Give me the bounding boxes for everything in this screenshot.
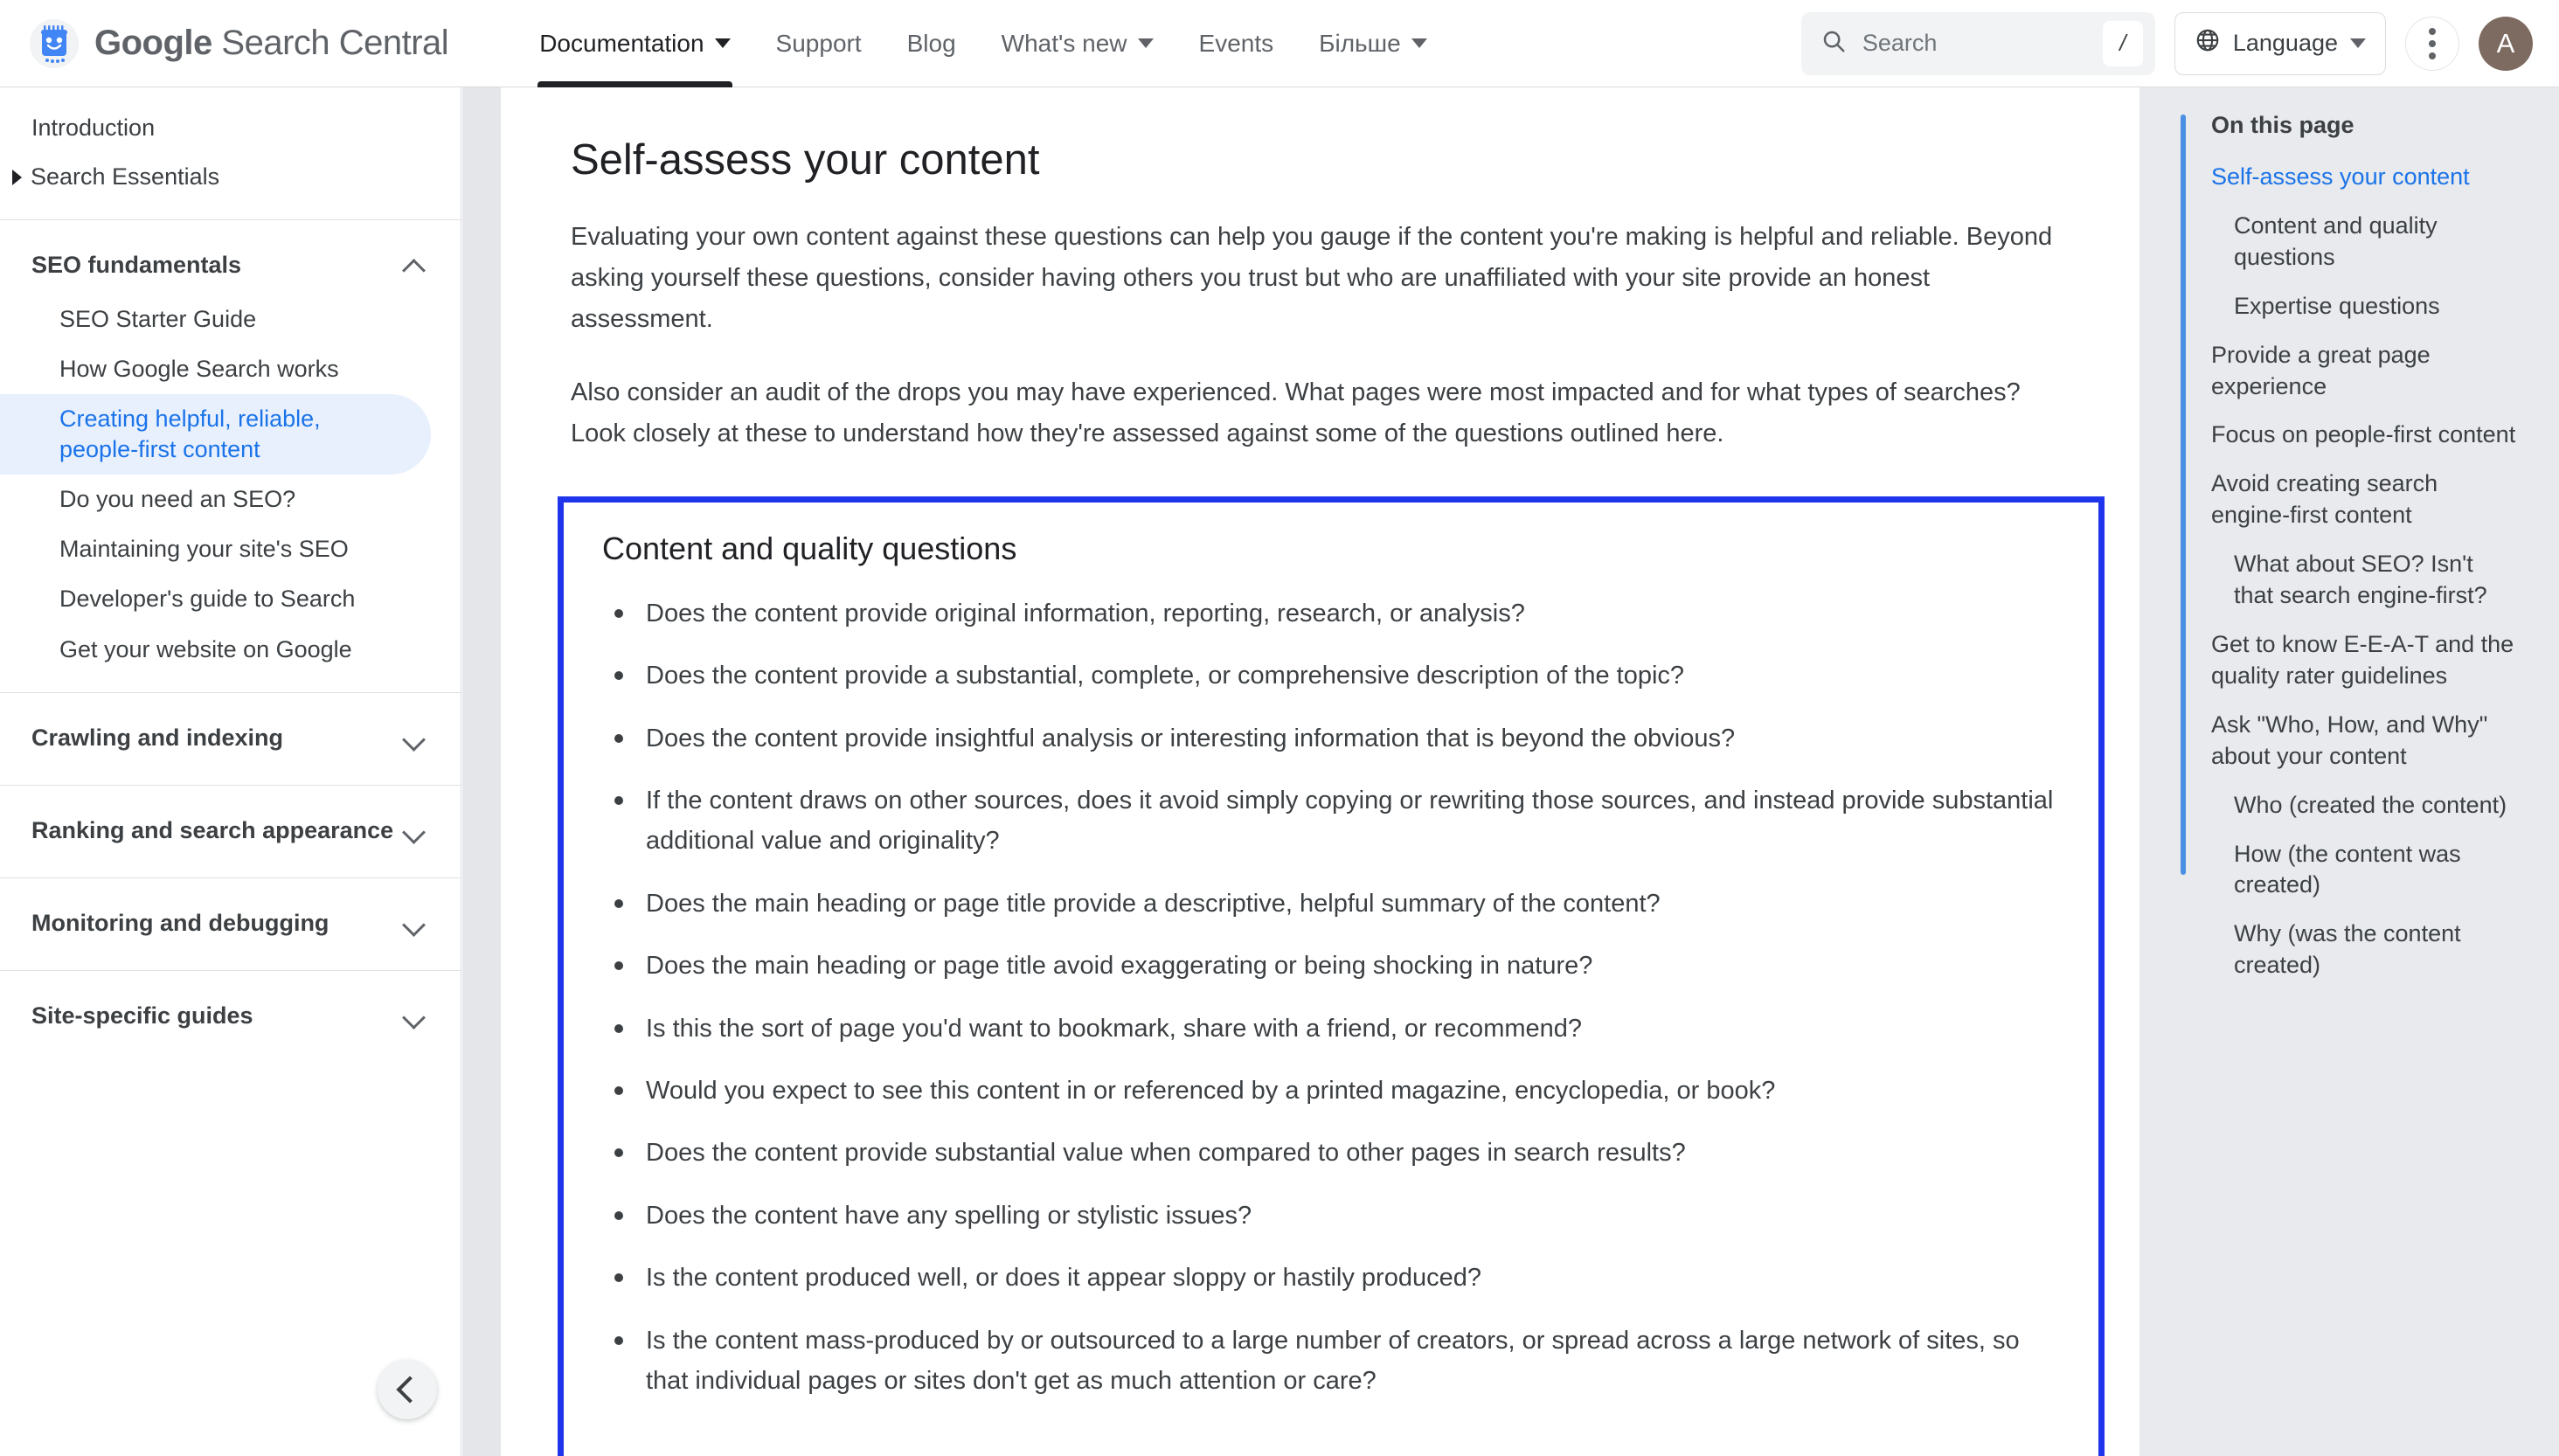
callout-heading: Content and quality questions: [602, 530, 1017, 566]
chevron-down-icon: [403, 819, 426, 842]
primary-nav: [517, 0, 1449, 87]
toc-link-ask-who-how-and-why[interactable]: Ask "Who, How, and Why" about your content: [2211, 711, 2488, 769]
brand-title: [94, 24, 448, 63]
toc-link-avoid-creating-search-engine-first-content[interactable]: Avoid creating search engine-first content: [2211, 470, 2438, 529]
chevron-down-icon: [715, 38, 731, 48]
list-item: Does the content provide substantial value when compared to other pages in search results?: [602, 1133, 2060, 1173]
toc-link-how-the-content-was-created[interactable]: How (the content was created): [2234, 840, 2461, 898]
triangle-right-icon: [12, 170, 22, 185]
kebab-dot: [2429, 40, 2436, 47]
chevron-down-icon: [1411, 38, 1427, 48]
page-title: Self-assess your content: [571, 136, 1040, 184]
header-actions: [1801, 12, 2533, 75]
sidebar-group-site-specific-guides: [0, 971, 461, 1063]
nav-tab-events-label: Events: [1198, 29, 1274, 57]
sidebar-group-crawling-and-indexing-label: Crawling and indexing: [31, 724, 284, 751]
list-item: Does the main heading or page title avoid exaggerating or being shocking in nature?: [602, 946, 2060, 986]
sidebar-group-site-specific-guides-label: Site-specific guides: [31, 1002, 253, 1029]
sidebar-item-introduction[interactable]: [0, 103, 461, 152]
toc-link-get-to-know-eeat[interactable]: Get to know E-E-A-T and the quality rater guidelines: [2211, 630, 2514, 689]
brand-logo-link[interactable]: [30, 19, 448, 68]
sidebar-top-section: [0, 87, 461, 220]
language-selector-label: Language: [2232, 30, 2338, 56]
avatar[interactable]: [2479, 17, 2533, 71]
nav-tab-more[interactable]: [1296, 0, 1450, 87]
sidebar-item-get-your-website-on-google[interactable]: Get your website on Google: [59, 635, 352, 662]
sidebar-item-search-essentials-label: Search Essentials: [31, 163, 220, 191]
sidebar-item-developers-guide-to-search[interactable]: Developer's guide to Search: [59, 586, 356, 613]
search-shortcut-key: /: [2103, 21, 2143, 66]
kebab-dot: [2429, 52, 2436, 59]
sidebar-item-do-you-need-an-seo[interactable]: Do you need an SEO?: [59, 486, 296, 513]
content-scrollbar[interactable]: [462, 87, 501, 1456]
left-sidebar: [0, 87, 461, 1456]
toc-link-content-and-quality-questions[interactable]: Content and quality questions: [2234, 211, 2438, 270]
chevron-down-icon: [403, 912, 426, 934]
sidebar-group-ranking-and-search-appearance-header[interactable]: [0, 801, 461, 860]
search-input[interactable]: [1801, 12, 2155, 75]
sidebar-group-crawling-and-indexing-header[interactable]: [0, 709, 461, 767]
sidebar-item-creating-helpful-content[interactable]: Creating helpful, reliable, people-first content: [0, 394, 431, 475]
sidebar-item-seo-starter-guide[interactable]: SEO Starter Guide: [59, 305, 257, 332]
toc-link-who-created-the-content[interactable]: Who (created the content): [2234, 791, 2507, 818]
chevron-up-icon: [403, 253, 426, 276]
avatar-initial: A: [2496, 27, 2515, 59]
nav-tab-documentation-label: Documentation: [539, 29, 704, 57]
sidebar-item-maintaining-your-sites-seo[interactable]: Maintaining your site's SEO: [59, 536, 349, 563]
chevron-down-icon: [403, 1004, 426, 1027]
toc-link-provide-a-great-page-experience[interactable]: Provide a great page experience: [2211, 341, 2431, 399]
list-item: Does the content provide original information, reporting, research, or analysis?: [602, 593, 2060, 634]
toc-link-focus-on-people-first-content[interactable]: Focus on people-first content: [2211, 421, 2516, 448]
nav-tab-blog-label: Blog: [906, 29, 956, 57]
nav-tab-support[interactable]: [753, 0, 884, 87]
list-item: Does the content have any spelling or stylistic issues?: [602, 1196, 2060, 1236]
nav-tab-documentation[interactable]: [517, 0, 752, 87]
nav-tab-blog[interactable]: [884, 0, 979, 87]
list-item: Does the content provide insightful analysis or interesting information that is beyond the obvious?: [602, 718, 2060, 759]
sidebar-group-site-specific-guides-header[interactable]: [0, 987, 461, 1045]
kebab-dot: [2429, 28, 2436, 35]
page-body: [0, 87, 2559, 1456]
globe-icon: [2195, 27, 2221, 59]
list-item: Does the content provide a substantial, complete, or comprehensive description of the topic?: [602, 655, 2060, 696]
more-options-button[interactable]: [2405, 17, 2459, 71]
on-this-page-panel: [2139, 87, 2559, 1456]
nav-tab-support-label: Support: [775, 29, 862, 57]
list-item: Is the content mass-produced by or outsourced to a large number of creators, or spread across a large network of sites, so that individual pages or sites don't get as much attention or care?: [602, 1321, 2060, 1402]
toc-link-expertise-questions[interactable]: Expertise questions: [2234, 292, 2440, 319]
language-selector-button[interactable]: [2174, 12, 2386, 75]
content-and-quality-questions-callout: [558, 496, 2105, 1456]
sidebar-group-ranking-and-search-appearance: [0, 786, 461, 878]
sidebar-group-seo-fundamentals-label: SEO fundamentals: [31, 251, 242, 278]
quality-questions-list: [602, 593, 2060, 1401]
list-item: Does the main heading or page title provide a descriptive, helpful summary of the content?: [602, 884, 2060, 924]
nav-tab-whats-new[interactable]: [979, 0, 1176, 87]
nav-tab-events[interactable]: [1176, 0, 1297, 87]
sidebar-group-ranking-and-search-appearance-label: Ranking and search appearance: [31, 816, 394, 843]
list-item: If the content draws on other sources, does it avoid simply copying or rewriting those sources, and instead provide substantial additional value and originality?: [602, 780, 2060, 862]
sidebar-group-monitoring-and-debugging: [0, 878, 461, 971]
search-icon: [1820, 28, 1847, 59]
chevron-down-icon: [403, 726, 426, 749]
on-this-page-heading: On this page: [2211, 112, 2354, 138]
nav-tab-more-label: Більше: [1319, 29, 1401, 57]
search-placeholder-text: Search: [1862, 30, 1938, 56]
toc-link-what-about-seo[interactable]: What about SEO? Isn't that search engine-first?: [2234, 551, 2487, 609]
chevron-down-icon: [2350, 38, 2366, 48]
sidebar-group-crawling-and-indexing: [0, 693, 461, 786]
main-content: [501, 87, 2139, 1456]
sidebar-item-how-google-search-works[interactable]: How Google Search works: [59, 355, 339, 382]
intro-paragraph-1: Evaluating your own content against these questions can help you gauge if the content you're making is helpful and reliable. Beyond asking yourself these questions, consider having others you trust but who are unaffiliated with your site provide an honest assessment.: [571, 223, 2053, 333]
brand-google-word: Google: [94, 24, 212, 62]
sidebar-group-monitoring-and-debugging-header[interactable]: [0, 894, 461, 953]
sidebar-group-seo-fundamentals-header[interactable]: [0, 236, 461, 295]
intro-paragraph-2: Also consider an audit of the drops you may have experienced. What pages were most impacted and for what types of searches? Look closely at these to understand how they're assessed against some of the questions outlined here.: [571, 378, 2021, 447]
sidebar-group-monitoring-and-debugging-label: Monitoring and debugging: [31, 909, 329, 936]
toc-rail: [2181, 112, 2559, 990]
sidebar-item-search-essentials[interactable]: [0, 152, 461, 201]
nav-tab-whats-new-label: What's new: [1001, 29, 1127, 57]
sidebar-item-introduction-label: Introduction: [31, 114, 156, 141]
list-item: Is this the sort of page you'd want to bookmark, share with a friend, or recommend?: [602, 1009, 2060, 1049]
toc-link-self-assess-your-content[interactable]: Self-assess your content: [2211, 163, 2470, 190]
sidebar-group-seo-fundamentals: [0, 220, 461, 693]
site-header: [0, 0, 2559, 87]
search-central-robot-icon: [30, 19, 79, 68]
sidebar-collapse-button[interactable]: [378, 1360, 437, 1419]
list-item: Would you expect to see this content in or referenced by a printed magazine, encyclopedia, or book?: [602, 1071, 2060, 1111]
chevron-down-icon: [1138, 38, 1154, 48]
list-item: Is the content produced well, or does it appear sloppy or hastily produced?: [602, 1258, 2060, 1298]
toc-link-why-was-the-content-created[interactable]: Why (was the content created): [2234, 920, 2461, 979]
brand-suffix-word: Search Central: [212, 24, 449, 62]
